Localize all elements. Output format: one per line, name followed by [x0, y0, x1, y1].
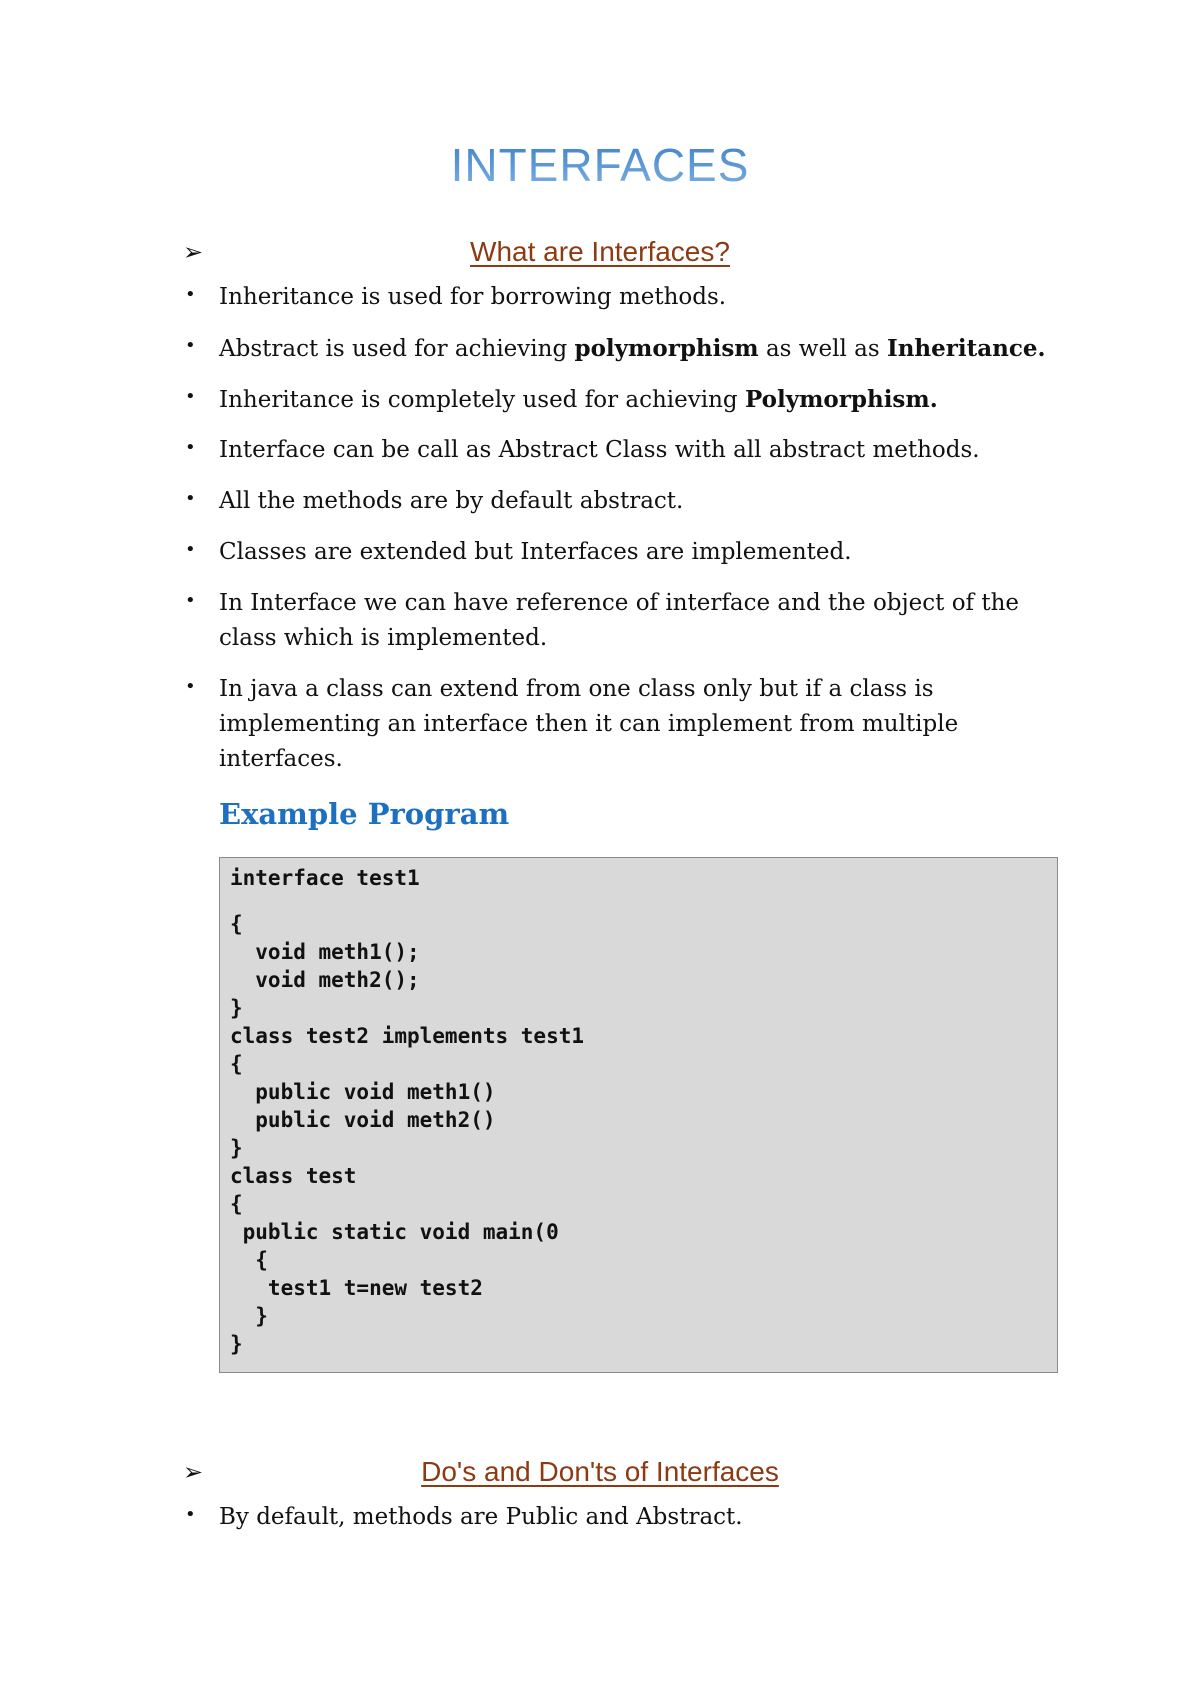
bullet-icon: •	[185, 539, 196, 560]
code-line: {	[230, 1248, 268, 1272]
example-heading: Example Program	[219, 797, 510, 831]
list-item-text: Inheritance is used for borrowing methods.	[219, 284, 727, 310]
code-line: class test2 implements test1	[230, 1024, 585, 1048]
list-item-text: In Interface we can have reference of interface and the object of the class which is implemented.	[219, 590, 1020, 651]
arrow-bullet-icon: ➢	[183, 238, 204, 266]
list-item-text: By default, methods are Public and Abstract.	[219, 1504, 743, 1530]
list-item-text: Classes are extended but Interfaces are implemented.	[219, 539, 852, 565]
bullet-icon: •	[185, 590, 196, 611]
list-item-text: Abstract is used for achieving polymorphism as well as Inheritance.	[219, 335, 1046, 362]
section-what-are-interfaces	[0, 236, 1200, 276]
code-block	[219, 857, 1058, 1373]
code-line: }	[230, 996, 243, 1020]
bullet-icon: •	[185, 437, 196, 458]
page-title: INTERFACES	[0, 138, 1200, 192]
bullet-icon: •	[185, 335, 196, 356]
code-line: }	[230, 1136, 243, 1160]
code-line: }	[230, 1332, 243, 1356]
code-line: void meth2();	[230, 968, 420, 992]
bullet-icon: •	[185, 488, 196, 509]
code-line: {	[230, 1192, 243, 1216]
bullet-icon: •	[185, 1504, 196, 1525]
code-line: public void meth2()	[230, 1108, 496, 1132]
list-item-text: In java a class can extend from one class only but if a class is implementing an interface then it can implement from multiple interfaces.	[219, 676, 959, 772]
list-item-text: All the methods are by default abstract.	[219, 488, 684, 514]
section-heading: What are Interfaces?	[470, 236, 730, 267]
code-line: test1 t=new test2	[230, 1276, 483, 1300]
code-line: interface test1	[230, 866, 420, 890]
code-line: {	[230, 912, 243, 936]
bullet-icon: •	[185, 284, 196, 305]
code-line: {	[230, 1052, 243, 1076]
code-line: class test	[230, 1164, 357, 1188]
section-heading: Do's and Don'ts of Interfaces	[421, 1456, 779, 1487]
arrow-bullet-icon: ➢	[183, 1458, 204, 1486]
code-line: void meth1();	[230, 940, 420, 964]
list-item-text: Interface can be call as Abstract Class with all abstract methods.	[219, 437, 980, 463]
code-line: }	[230, 1304, 268, 1328]
bullet-icon: •	[185, 386, 196, 407]
bullet-icon: •	[185, 676, 196, 697]
list-item-text: Inheritance is completely used for achieving Polymorphism.	[219, 386, 938, 413]
code-line: public static void main(0	[230, 1220, 559, 1244]
code-line: public void meth1()	[230, 1080, 496, 1104]
section-dos-and-donts	[0, 1456, 1200, 1496]
